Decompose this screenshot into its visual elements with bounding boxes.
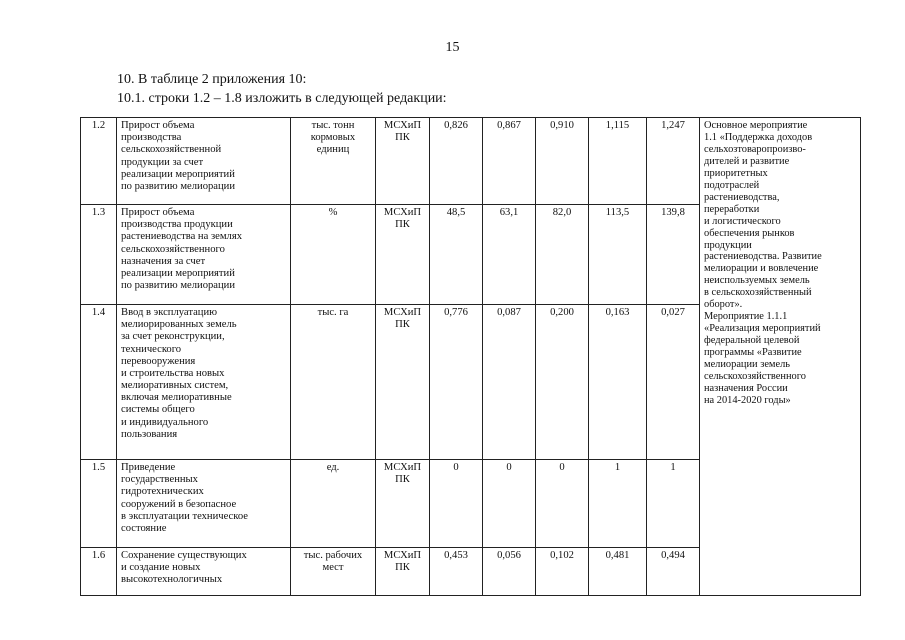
description-line: и логистического	[704, 215, 781, 227]
value-cell: 0,056	[483, 548, 536, 596]
unit-of-measure	[291, 305, 376, 460]
page-number: 15	[445, 40, 460, 55]
value-cell: 1,247	[647, 118, 700, 205]
row-number: 1.2	[81, 118, 117, 205]
value-cell: 0	[430, 460, 483, 548]
row-number: 1.4	[81, 305, 117, 460]
description-line: оборот».	[704, 299, 743, 311]
description-line: сельскохозяйственного	[704, 371, 806, 383]
program-description	[700, 118, 861, 596]
description-line: мелиорации земель	[704, 359, 791, 371]
description-line: неиспользуемых земель	[704, 275, 810, 287]
value-cell: 0,087	[483, 305, 536, 460]
value-cell: 0,200	[536, 305, 589, 460]
unit-of-measure	[291, 460, 376, 548]
description-line: приоритетных	[704, 167, 768, 179]
value-cell: 1	[647, 460, 700, 548]
executor-line: МСХиП	[383, 462, 422, 473]
unit-line: тыс. га	[317, 307, 349, 318]
value-cell: 0,826	[430, 118, 483, 205]
indicator-name-line: мелиоративных систем,	[121, 380, 229, 392]
description-line: назначения России	[704, 382, 788, 394]
indicator-name-line: и создание новых	[121, 562, 201, 574]
value-cell: 0	[536, 460, 589, 548]
indicator-name-line: реализации мероприятий	[121, 267, 235, 279]
value-cell: 0,027	[647, 305, 700, 460]
value-cell: 113,5	[589, 205, 647, 305]
value-cell: 0,102	[536, 548, 589, 596]
value-cell: 0,776	[430, 305, 483, 460]
unit-line: мест	[322, 562, 344, 574]
indicator-name-line: и индивидуального	[121, 416, 209, 428]
indicator-name-line: в эксплуатации техническое	[121, 510, 249, 522]
indicator-name-line: сельскохозяйственного	[121, 243, 225, 255]
indicator-name-line: реализации мероприятий	[121, 168, 235, 180]
description-line: растениеводства,	[704, 191, 780, 203]
indicator-name-line: Сохранение существующих	[121, 550, 247, 561]
value-cell: 0	[483, 460, 536, 548]
description-line: 1.1 «Поддержка доходов	[704, 131, 813, 143]
value-cell: 1,115	[589, 118, 647, 205]
executor-line: ПК	[395, 474, 410, 486]
unit-line: ед.	[326, 462, 340, 473]
description-line: на 2014-2020 годы»	[704, 394, 791, 406]
indicator-name	[117, 205, 291, 305]
description-line: мелиорации и вовлечение	[704, 263, 819, 275]
unit-of-measure	[291, 118, 376, 205]
value-cell: 0,453	[430, 548, 483, 596]
unit-line: тыс. рабочих	[303, 550, 363, 561]
description-line: программы «Развитие	[704, 347, 802, 359]
description-line: Мероприятие 1.1.1	[704, 311, 788, 323]
intro-line-2: 10.1. строки 1.2 – 1.8 изложить в следующей редакции:	[117, 91, 447, 106]
indicator-name-line: состояние	[121, 522, 167, 534]
value-cell: 1	[589, 460, 647, 548]
description-line: Основное мероприятие	[704, 120, 808, 131]
indicator-name-line: мелиорированных земель	[121, 319, 237, 331]
unit-line: тыс. тонн	[311, 120, 355, 131]
value-cell: 82,0	[536, 205, 589, 305]
description-line: сельхозтоваропроизво-	[704, 143, 806, 155]
unit-of-measure	[291, 205, 376, 305]
executor	[376, 548, 430, 596]
executor-line: ПК	[395, 562, 410, 574]
description-line: обеспечения рынков	[704, 227, 795, 239]
executor-line: ПК	[395, 132, 410, 144]
executor	[376, 205, 430, 305]
indicator-name	[117, 548, 291, 596]
indicator-name	[117, 305, 291, 460]
indicator-name-line: Прирост объема	[121, 120, 195, 131]
executor-line: МСХиП	[383, 120, 422, 131]
indicator-name-line: Прирост объема	[121, 207, 195, 218]
indicator-name-line: гидротехнических	[121, 486, 204, 498]
description-line: дителей и развитие	[704, 155, 790, 167]
executor-line: МСХиП	[383, 550, 422, 561]
indicator-name-line: перевооружения	[121, 355, 196, 367]
indicator-name-line: государственных	[121, 474, 198, 486]
value-cell: 139,8	[647, 205, 700, 305]
intro-line-1: 10. В таблице 2 приложения 10:	[117, 72, 307, 87]
indicator-name-line: сооружений в безопасное	[121, 498, 237, 510]
executor	[376, 460, 430, 548]
indicator-name-line: пользования	[121, 428, 178, 440]
indicator-name-line: Приведение	[121, 462, 176, 473]
value-cell: 63,1	[483, 205, 536, 305]
indicator-name-line: растениеводства на землях	[121, 231, 242, 243]
description-line: растениеводства. Развитие	[704, 251, 822, 263]
indicator-name-line: сельскохозяйственной	[121, 144, 222, 156]
indicator-name-line: производства продукции	[121, 219, 233, 231]
indicator-name-line: и строительства новых	[121, 367, 225, 379]
value-cell: 0,163	[589, 305, 647, 460]
indicator-name-line: включая мелиоративные	[121, 392, 232, 404]
executor-line: МСХиП	[383, 307, 422, 318]
indicator-name	[117, 460, 291, 548]
description-line: в сельскохозяйственный	[704, 287, 812, 299]
description-line: федеральной целевой	[704, 335, 800, 347]
row-number: 1.5	[81, 460, 117, 548]
description-line: подотраслей	[704, 179, 760, 191]
table-row	[81, 118, 861, 205]
value-cell: 0,910	[536, 118, 589, 205]
indicator-name-line: производства	[121, 132, 182, 144]
executor-line: ПК	[395, 219, 410, 231]
value-cell: 0,867	[483, 118, 536, 205]
executor-line: ПК	[395, 319, 410, 331]
indicator-name-line: по развитию мелиорации	[121, 280, 235, 292]
indicator-name-line: назначения за счет	[121, 255, 206, 267]
unit-line: кормовых	[310, 132, 356, 144]
indicator-name	[117, 118, 291, 205]
row-number: 1.6	[81, 548, 117, 596]
indicator-name-line: технического	[121, 343, 182, 355]
description-line: продукции	[704, 239, 752, 251]
unit-line: единиц	[316, 144, 350, 156]
value-cell: 0,481	[589, 548, 647, 596]
description-line: переработки	[704, 203, 760, 215]
executor	[376, 305, 430, 460]
indicator-name-line: высокотехнологичных	[121, 574, 223, 586]
value-cell: 48,5	[430, 205, 483, 305]
executor	[376, 118, 430, 205]
indicator-name-line: продукции за счет	[121, 156, 204, 168]
value-cell: 0,494	[647, 548, 700, 596]
unit-line: %	[328, 207, 338, 218]
unit-of-measure	[291, 548, 376, 596]
indicator-name-line: за счет реконструкции,	[121, 331, 225, 343]
indicator-name-line: Ввод в эксплуатацию	[121, 307, 218, 318]
executor-line: МСХиП	[383, 207, 422, 218]
description-line: «Реализация мероприятий	[704, 323, 821, 335]
row-number: 1.3	[81, 205, 117, 305]
indicators-table	[80, 117, 861, 596]
indicator-name-line: по развитию мелиорации	[121, 180, 235, 192]
indicator-name-line: системы общего	[121, 404, 195, 416]
